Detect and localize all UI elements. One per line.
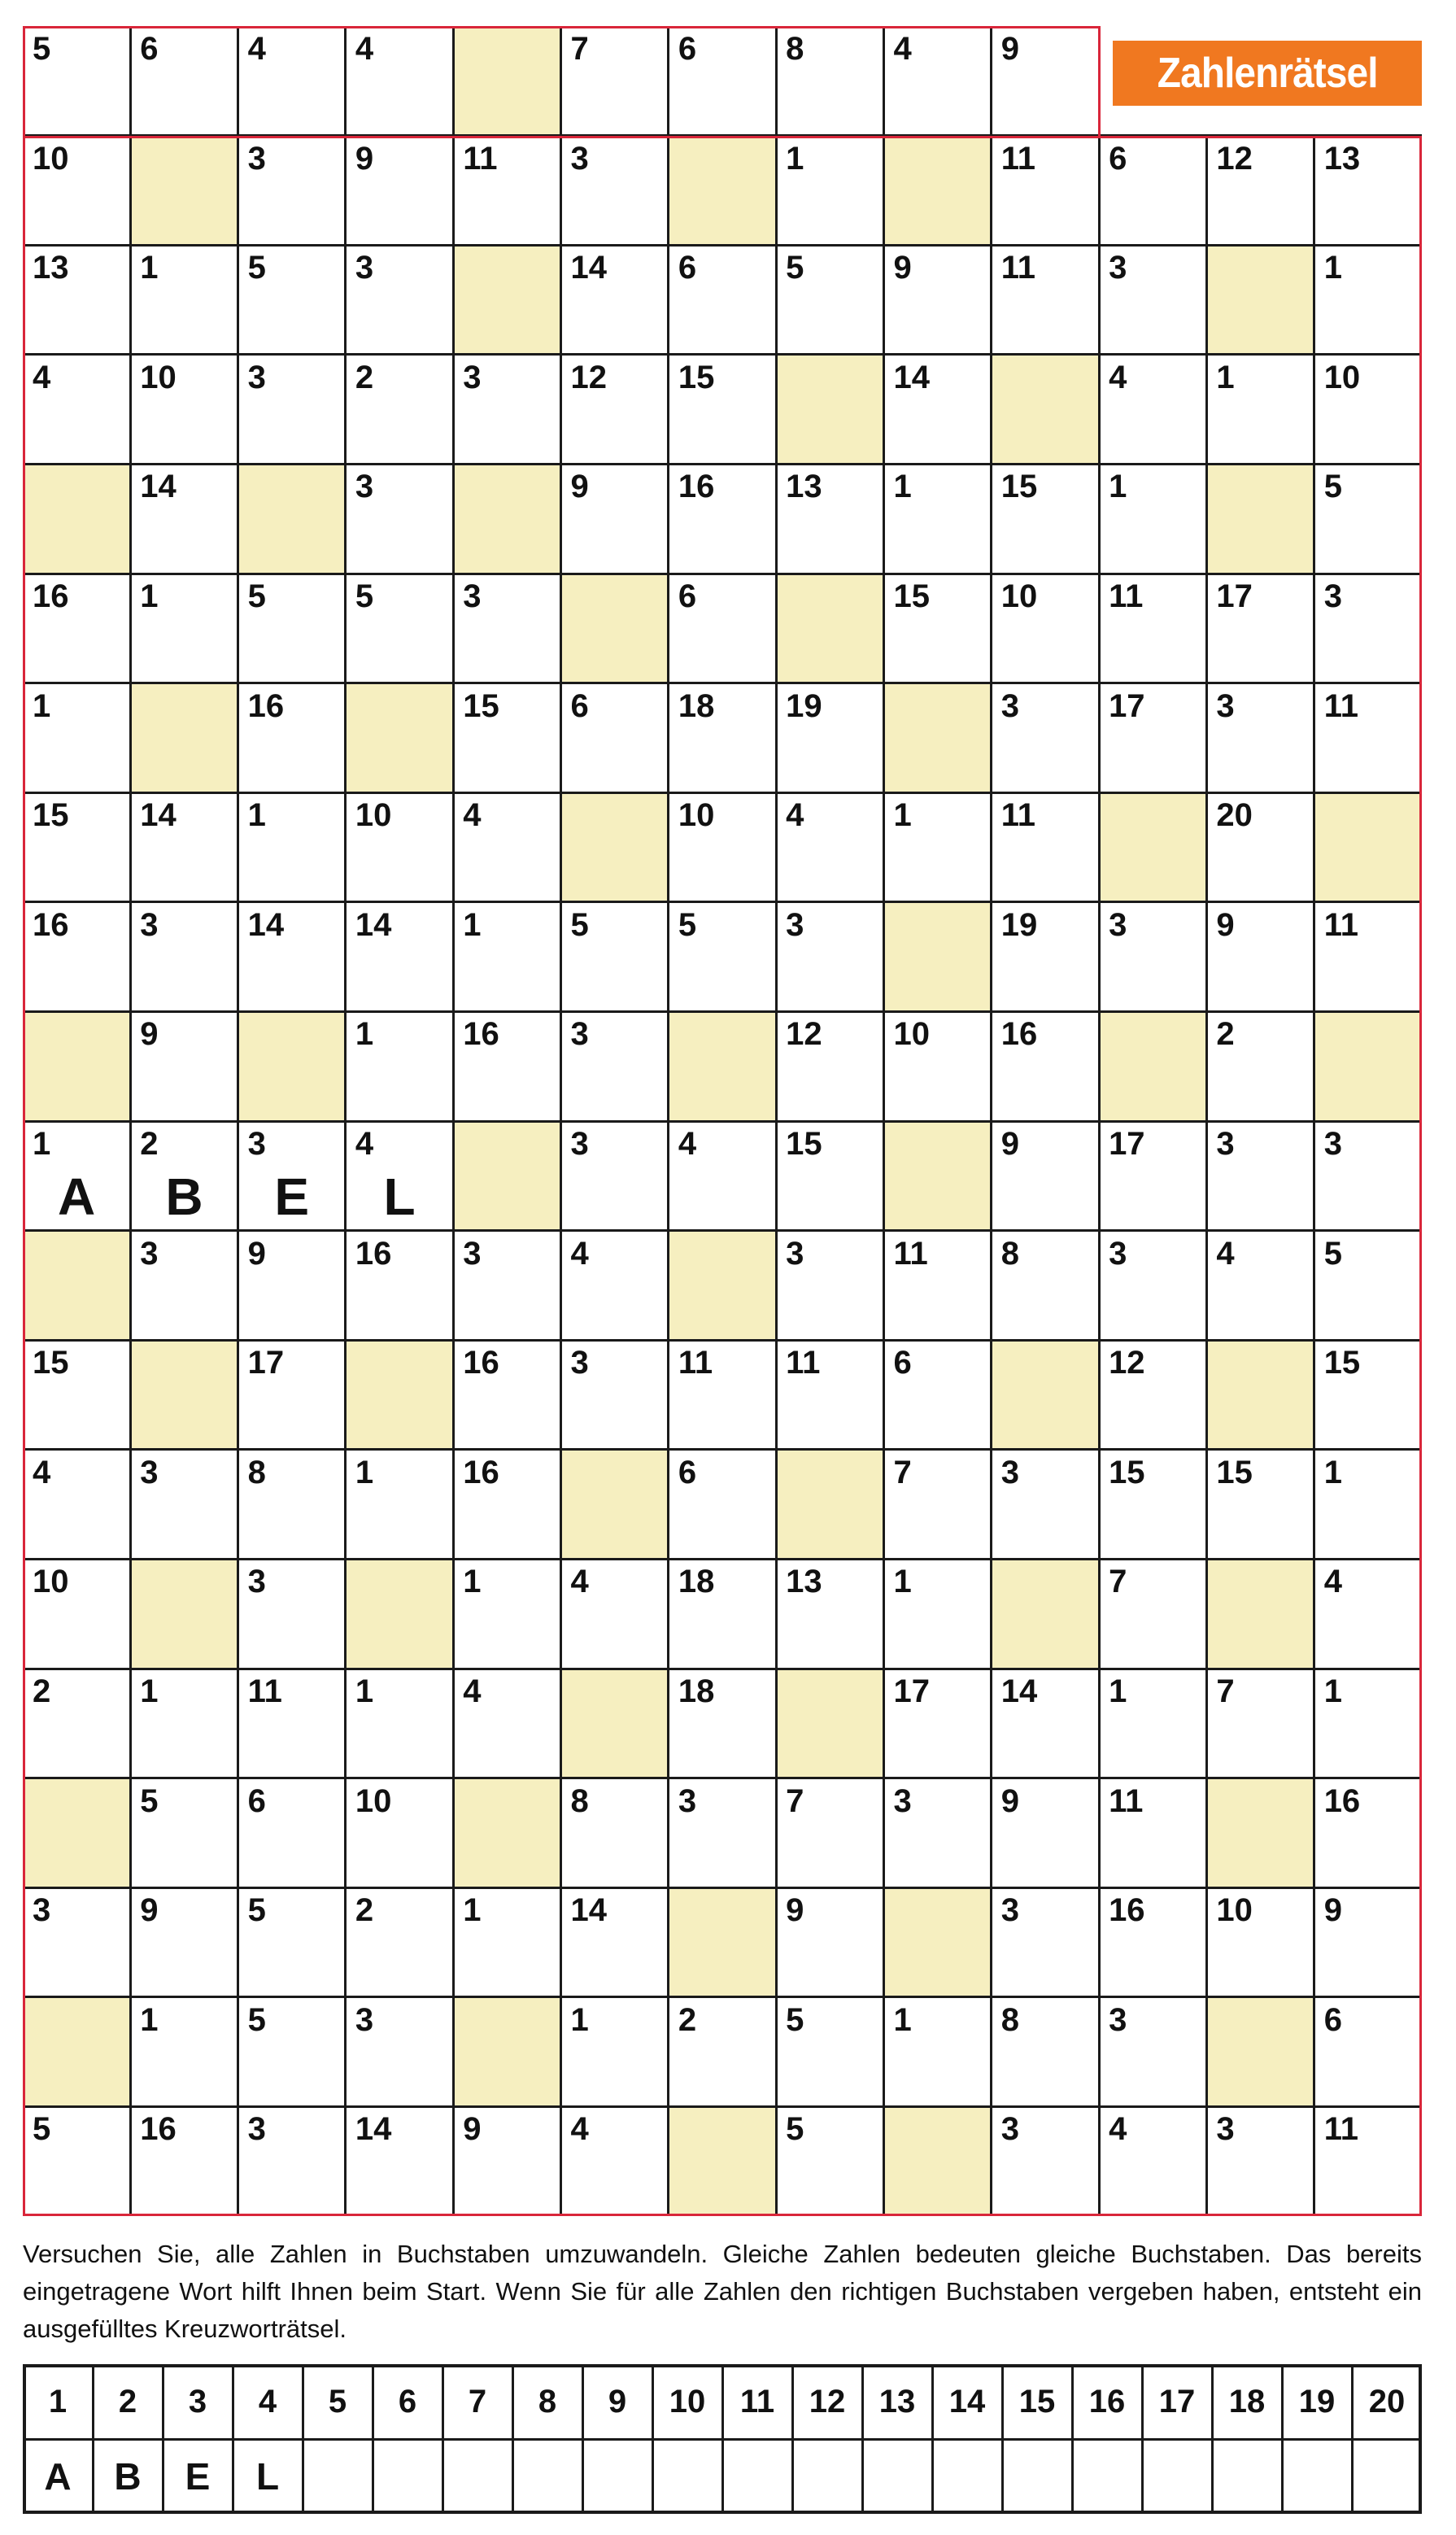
cell-number: 11 (1000, 797, 1036, 834)
instructions-text: Versuchen Sie, alle Zahlen in Buchstaben umzuwandeln. Gleiche Zahlen bedeuten gleiche Buchstaben. Das bereits eingetragene Wort hilft Ihnen beim Start. Wenn Sie für alle Zahlen den richtigen Buchstaben vergeben haben, entsteht ein ausgefülltes Kreuzworträtsel. (23, 2240, 1422, 2343)
cell-number: 1 (355, 1673, 374, 1709)
cell-number: 15 (1000, 469, 1038, 505)
prefilled-letter: E (274, 1167, 310, 1226)
cell-number: 1 (463, 906, 482, 943)
solution-letter-slot[interactable] (582, 2439, 652, 2514)
cell-number: 14 (355, 2111, 392, 2148)
cell-number: 1 (786, 140, 804, 177)
cell-number: 17 (893, 1673, 930, 1709)
cell-number: 3 (678, 1782, 697, 1819)
prefilled-letter: A (58, 1167, 96, 1226)
solution-letter-slot[interactable] (1142, 2439, 1212, 2514)
cell-number: 2 (33, 1673, 51, 1709)
cell-number: 16 (463, 1016, 499, 1053)
cell-number: 10 (355, 1782, 392, 1819)
cell-number: 4 (570, 1235, 589, 1272)
cell-number: 18 (678, 1673, 715, 1709)
cell-number: 3 (1109, 250, 1127, 286)
cell-number: 2 (678, 2001, 697, 2038)
solution-letter-slot[interactable] (1282, 2439, 1352, 2514)
cell-number: 14 (355, 906, 392, 943)
cell-number: 8 (247, 1454, 266, 1490)
cell-number: 1 (893, 2001, 912, 2038)
solution-number: 13 (878, 2383, 916, 2419)
cell-number: 1 (893, 469, 912, 505)
cell-number: 6 (678, 578, 697, 614)
cell-number: 14 (893, 359, 930, 395)
cell-number: 13 (33, 250, 69, 286)
cell-number: 6 (140, 31, 159, 67)
cell-number: 1 (33, 1126, 51, 1162)
cell-number: 9 (247, 1235, 266, 1272)
cell-number: 2 (140, 1126, 159, 1162)
cell-number: 5 (786, 2001, 804, 2038)
cell-number: 11 (786, 1345, 821, 1381)
cell-number: 16 (1000, 1016, 1038, 1053)
cell-number: 3 (1216, 687, 1235, 724)
cell-number: 6 (1323, 2001, 1342, 2038)
cell-number: 1 (893, 797, 912, 834)
cell-number: 3 (1109, 1235, 1127, 1272)
cell-number: 2 (1216, 1016, 1235, 1053)
cell-number: 5 (355, 578, 374, 614)
cell-number: 1 (247, 797, 266, 834)
cell-number: 15 (786, 1126, 822, 1162)
cell-number: 9 (786, 1892, 804, 1929)
solution-table (23, 2364, 1422, 2514)
cell-number: 1 (463, 1564, 482, 1600)
cell-number: 3 (786, 906, 804, 943)
solution-border (721, 2364, 724, 2514)
cell-number: 18 (678, 1564, 715, 1600)
cell-number: 6 (678, 250, 697, 286)
cell-number: 14 (140, 469, 177, 505)
solution-number: 6 (398, 2383, 417, 2419)
solution-letter-slot[interactable] (862, 2439, 932, 2514)
solution-border (791, 2364, 794, 2514)
solution-number: 12 (809, 2383, 846, 2419)
cell-number: 3 (570, 1016, 589, 1053)
solution-number: 17 (1158, 2383, 1196, 2419)
cell-number: 4 (463, 797, 482, 834)
solution-border (1141, 2364, 1144, 2514)
cell-number: 4 (570, 2111, 589, 2148)
solution-border (372, 2364, 374, 2514)
cell-number: 3 (1000, 687, 1020, 724)
grid-frame-top (23, 26, 1101, 138)
cell-number: 10 (1323, 359, 1361, 395)
solution-number: 18 (1228, 2383, 1266, 2419)
cell-number: 5 (33, 2111, 51, 2148)
cell-number: 11 (1323, 906, 1358, 943)
cell-number: 4 (678, 1126, 697, 1162)
solution-letter-slot[interactable] (1352, 2439, 1422, 2514)
cell-number: 3 (1109, 906, 1127, 943)
solution-border (302, 2364, 304, 2514)
cell-number: 10 (33, 140, 69, 177)
cell-number: 8 (1000, 2001, 1020, 2038)
cell-number: 15 (893, 578, 930, 614)
cell-number: 3 (355, 2001, 374, 2038)
solution-border (861, 2364, 864, 2514)
cell-number: 4 (893, 31, 912, 67)
cell-number: 3 (247, 1126, 266, 1162)
solution-border (1419, 2364, 1422, 2514)
cell-number: 20 (1216, 797, 1253, 834)
cell-number: 4 (1216, 1235, 1235, 1272)
cell-number: 6 (570, 687, 589, 724)
solution-letter-slot[interactable] (1212, 2439, 1282, 2514)
cell-number: 2 (355, 359, 374, 395)
cell-number: 17 (247, 1345, 285, 1381)
solution-border (1211, 2364, 1214, 2514)
cell-number: 1 (140, 250, 159, 286)
cell-number: 3 (1216, 2111, 1235, 2148)
cell-number: 9 (1000, 31, 1020, 67)
cell-number: 11 (893, 1235, 928, 1272)
cell-number: 15 (33, 797, 69, 834)
solution-number: 20 (1368, 2383, 1406, 2419)
cell-number: 3 (140, 1235, 159, 1272)
cell-number: 8 (570, 1782, 589, 1819)
cell-number: 3 (1216, 1126, 1235, 1162)
solution-border (582, 2364, 584, 2514)
cell-number: 3 (570, 140, 589, 177)
cell-number: 3 (247, 140, 266, 177)
cell-number: 9 (1323, 1892, 1342, 1929)
cell-number: 11 (678, 1345, 713, 1381)
solution-border (1071, 2364, 1074, 2514)
cell-number: 16 (33, 578, 69, 614)
solution-number: 7 (468, 2383, 487, 2419)
cell-number: 16 (355, 1235, 392, 1272)
solution-letter-slot[interactable]: B (114, 2455, 142, 2498)
cell-number: 4 (1109, 2111, 1127, 2148)
solution-border (23, 2364, 26, 2514)
cell-number: 3 (247, 2111, 266, 2148)
cell-number: 11 (1000, 140, 1036, 177)
cell-number: 7 (1216, 1673, 1235, 1709)
solution-letter-slot[interactable] (722, 2439, 792, 2514)
prefilled-letter: B (165, 1167, 203, 1226)
cell-number: 10 (355, 797, 392, 834)
cell-number: 12 (570, 359, 608, 395)
cell-number: 15 (1216, 1454, 1253, 1490)
cell-number: 3 (570, 1345, 589, 1381)
cell-number: 4 (570, 1564, 589, 1600)
cell-number: 15 (33, 1345, 69, 1381)
cell-number: 11 (247, 1673, 282, 1709)
cell-number: 1 (463, 1892, 482, 1929)
solution-letter-slot[interactable] (652, 2439, 722, 2514)
cell-number: 4 (247, 31, 266, 67)
prefilled-letter: L (383, 1167, 416, 1226)
cell-number: 3 (355, 250, 374, 286)
cell-number: 15 (678, 359, 715, 395)
cell-number: 3 (140, 1454, 159, 1490)
solution-letter-slot[interactable] (303, 2439, 373, 2514)
cell-number: 15 (1109, 1454, 1145, 1490)
cell-number: 17 (1109, 687, 1145, 724)
cell-number: 3 (1109, 2001, 1127, 2038)
grid-frame (23, 136, 1422, 2216)
cell-number: 1 (1323, 1673, 1342, 1709)
cell-number: 5 (786, 2111, 804, 2148)
cell-number: 11 (463, 140, 498, 177)
solution-letter-slot[interactable] (1072, 2439, 1142, 2514)
cell-number: 1 (355, 1454, 374, 1490)
cell-number: 8 (786, 31, 804, 67)
cell-number: 7 (570, 31, 589, 67)
cell-number: 3 (463, 1235, 482, 1272)
cell-number: 6 (678, 31, 697, 67)
cell-number: 9 (355, 140, 374, 177)
cell-number: 11 (1109, 1782, 1144, 1819)
cell-number: 3 (140, 906, 159, 943)
cell-number: 19 (786, 687, 822, 724)
cell-number: 5 (247, 1892, 266, 1929)
solution-number: 19 (1298, 2383, 1336, 2419)
cell-number: 3 (463, 359, 482, 395)
cell-number: 1 (1323, 1454, 1342, 1490)
cell-number: 17 (1216, 578, 1253, 614)
cell-number: 1 (1109, 1673, 1127, 1709)
cell-number: 9 (1216, 906, 1235, 943)
solution-number: 4 (258, 2383, 277, 2419)
cell-number: 15 (1323, 1345, 1361, 1381)
solution-letter-slot[interactable] (932, 2439, 1002, 2514)
cell-number: 1 (893, 1564, 912, 1600)
cell-number: 11 (1109, 578, 1144, 614)
solution-border (931, 2364, 934, 2514)
cell-number: 16 (140, 2111, 177, 2148)
cell-number: 14 (570, 1892, 608, 1929)
cell-number: 3 (33, 1892, 51, 1929)
solution-letter-slot[interactable]: E (185, 2455, 211, 2498)
cell-number: 9 (140, 1892, 159, 1929)
cell-number: 1 (570, 2001, 589, 2038)
cell-number: 14 (247, 906, 285, 943)
solution-border (1351, 2364, 1354, 2514)
solution-number: 16 (1088, 2383, 1126, 2419)
cell-number: 4 (1109, 359, 1127, 395)
cell-number: 10 (893, 1016, 930, 1053)
cell-number: 3 (786, 1235, 804, 1272)
solution-letter-slot[interactable] (1002, 2439, 1072, 2514)
cell-number: 18 (678, 687, 715, 724)
solution-letter-slot[interactable]: L (255, 2455, 280, 2498)
cell-number: 1 (140, 1673, 159, 1709)
cell-number: 4 (355, 31, 374, 67)
cell-number: 1 (140, 578, 159, 614)
solution-letter-slot[interactable] (373, 2439, 442, 2514)
cell-number: 16 (247, 687, 285, 724)
cell-number: 10 (1000, 578, 1038, 614)
cell-number: 4 (355, 1126, 374, 1162)
solution-number: 1 (48, 2383, 68, 2419)
cell-number: 1 (33, 687, 51, 724)
cell-number: 3 (1323, 1126, 1342, 1162)
cell-number: 13 (786, 469, 822, 505)
solution-border (652, 2364, 654, 2514)
solution-border (232, 2364, 234, 2514)
solution-border (162, 2364, 164, 2514)
cell-number: 6 (678, 1454, 697, 1490)
cell-number: 1 (1109, 469, 1127, 505)
cell-number: 5 (1323, 469, 1342, 505)
cell-number: 9 (463, 2111, 482, 2148)
cell-number: 3 (570, 1126, 589, 1162)
cell-number: 8 (1000, 1235, 1020, 1272)
cell-number: 13 (1323, 140, 1361, 177)
cell-number: 6 (1109, 140, 1127, 177)
cell-number: 5 (140, 1782, 159, 1819)
cell-number: 7 (1109, 1564, 1127, 1600)
cell-number: 19 (1000, 906, 1038, 943)
cell-number: 3 (355, 469, 374, 505)
cell-number: 3 (893, 1782, 912, 1819)
solution-number: 15 (1018, 2383, 1056, 2419)
cell-number: 9 (893, 250, 912, 286)
cell-number: 9 (140, 1016, 159, 1053)
cell-number: 10 (33, 1564, 69, 1600)
cell-number: 16 (463, 1345, 499, 1381)
solution-number: 9 (608, 2383, 627, 2419)
cell-number: 11 (1323, 687, 1358, 724)
solution-letter-slot[interactable]: A (44, 2455, 72, 2498)
cell-number: 4 (463, 1673, 482, 1709)
cell-number: 10 (1216, 1892, 1253, 1929)
cell-number: 5 (678, 906, 697, 943)
cell-number: 6 (247, 1782, 266, 1819)
cell-number: 11 (1000, 250, 1036, 286)
cell-number: 10 (140, 359, 177, 395)
solution-number: 5 (328, 2383, 347, 2419)
cell-number: 11 (1323, 2111, 1358, 2148)
cell-number: 3 (1323, 578, 1342, 614)
solution-border (1001, 2364, 1004, 2514)
cell-number: 4 (1323, 1564, 1342, 1600)
solution-number: 11 (739, 2383, 775, 2419)
cell-number: 17 (1109, 1126, 1145, 1162)
cell-number: 16 (1323, 1782, 1361, 1819)
solution-number: 2 (118, 2383, 137, 2419)
cell-number: 3 (247, 359, 266, 395)
cell-number: 3 (1000, 1892, 1020, 1929)
cell-number: 1 (140, 2001, 159, 2038)
cell-number: 6 (893, 1345, 912, 1381)
cell-number: 9 (570, 469, 589, 505)
cell-number: 16 (33, 906, 69, 943)
solution-number: 14 (948, 2383, 986, 2419)
cell-number: 14 (140, 797, 177, 834)
page-title: Zahlenrätsel (1157, 50, 1378, 97)
solution-number: 10 (669, 2383, 706, 2419)
cell-number: 10 (678, 797, 715, 834)
cell-number: 14 (570, 250, 608, 286)
cell-number: 1 (1323, 250, 1342, 286)
cell-number: 3 (1000, 2111, 1020, 2148)
solution-border (442, 2364, 444, 2514)
cell-number: 12 (786, 1016, 822, 1053)
cell-number: 7 (893, 1454, 912, 1490)
cell-number: 4 (33, 1454, 51, 1490)
cell-number: 2 (355, 1892, 374, 1929)
cell-number: 16 (463, 1454, 499, 1490)
cell-number: 5 (33, 31, 51, 67)
cell-number: 15 (463, 687, 499, 724)
cell-number: 16 (678, 469, 715, 505)
cell-number: 3 (247, 1564, 266, 1600)
cell-number: 5 (786, 250, 804, 286)
cell-number: 5 (1323, 1235, 1342, 1272)
cell-number: 3 (463, 578, 482, 614)
solution-letter-slot[interactable] (512, 2439, 582, 2514)
cell-number: 5 (247, 578, 266, 614)
solution-border (512, 2364, 514, 2514)
cell-number: 5 (570, 906, 589, 943)
cell-number: 3 (1000, 1454, 1020, 1490)
cell-number: 5 (247, 250, 266, 286)
cell-number: 13 (786, 1564, 822, 1600)
solution-number: 8 (538, 2383, 557, 2419)
cell-number: 16 (1109, 1892, 1145, 1929)
cell-number: 4 (786, 797, 804, 834)
solution-number: 3 (188, 2383, 207, 2419)
solution-letter-slot[interactable] (442, 2439, 512, 2514)
cell-number: 12 (1109, 1345, 1145, 1381)
solution-border (92, 2364, 94, 2514)
cell-number: 14 (1000, 1673, 1038, 1709)
cell-number: 9 (1000, 1782, 1020, 1819)
cell-number: 1 (355, 1016, 374, 1053)
cell-number: 1 (1216, 359, 1235, 395)
cell-number: 4 (33, 359, 51, 395)
solution-letter-slot[interactable] (792, 2439, 862, 2514)
solution-border (1281, 2364, 1284, 2514)
title-badge (1113, 41, 1422, 106)
cell-number: 5 (247, 2001, 266, 2038)
cell-number: 12 (1216, 140, 1253, 177)
cell-number: 9 (1000, 1126, 1020, 1162)
cell-number: 7 (786, 1782, 804, 1819)
